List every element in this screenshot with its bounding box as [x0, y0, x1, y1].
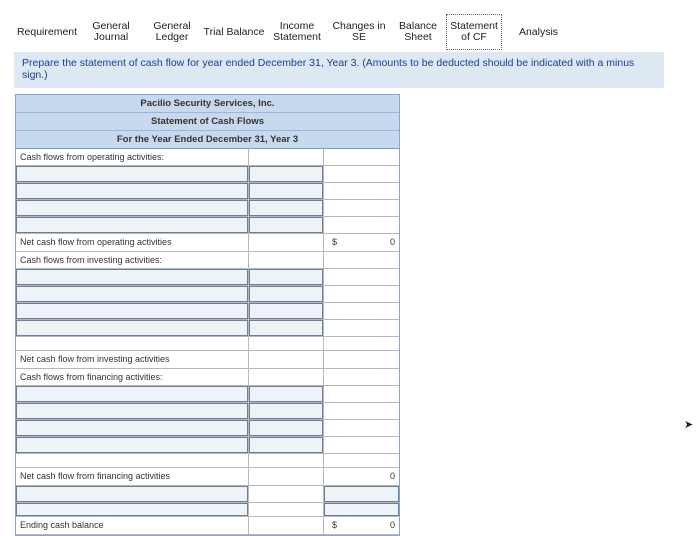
total-cell	[324, 403, 399, 420]
net-financing-label: Net cash flow from financing activities	[16, 468, 249, 486]
tab-label: Journal	[93, 31, 129, 43]
amount-cell	[249, 517, 324, 535]
total-cell	[324, 217, 399, 234]
total-cell	[324, 386, 399, 403]
net-investing-total	[324, 351, 399, 369]
tab-label: Requirement	[16, 25, 78, 38]
tab-label: General	[153, 20, 191, 32]
blank-cell	[16, 454, 249, 468]
tab-label: Trial Balance	[203, 25, 265, 38]
tab-label: Changes in	[332, 20, 386, 32]
tab-general-ledger[interactable]	[142, 14, 202, 50]
operating-section-label: Cash flows from operating activities:	[16, 149, 249, 166]
amount-cell	[249, 486, 324, 503]
summary-total-input[interactable]	[324, 486, 399, 503]
total-cell	[324, 286, 399, 303]
net-operating-label: Net cash flow from operating activities	[16, 234, 249, 252]
tab-analysis[interactable]	[502, 14, 575, 50]
amount-cell	[249, 369, 324, 386]
investing-section-label: Cash flows from investing activities:	[16, 252, 249, 269]
tab-label: Income	[279, 20, 315, 32]
investing-item-input[interactable]	[16, 303, 249, 320]
financing-item-input[interactable]	[16, 437, 249, 454]
arrow-pointer-icon: ➤	[684, 419, 694, 431]
investing-item-input[interactable]	[16, 269, 249, 286]
total-cell	[324, 183, 399, 200]
financing-amount-input[interactable]	[249, 437, 324, 454]
table-row	[16, 149, 399, 166]
total-cell	[324, 252, 399, 269]
tab-bar	[14, 14, 587, 50]
financing-item-input[interactable]	[16, 386, 249, 403]
instruction-banner: Prepare the statement of cash flow for year ended December 31, Year 3. (Amounts to be deducted should be indicated with a minus sign.)	[14, 52, 664, 88]
table-row	[16, 403, 399, 420]
table-row	[16, 303, 399, 320]
tab-label: SE	[351, 31, 366, 43]
statement-period: For the Year Ended December 31, Year 3	[16, 131, 399, 149]
blank-cell	[324, 454, 399, 468]
operating-item-input[interactable]	[16, 166, 249, 183]
ending-cash-total	[324, 517, 399, 535]
operating-amount-input[interactable]	[249, 183, 324, 200]
currency-symbol: $	[332, 520, 338, 530]
table-row	[16, 369, 399, 386]
net-operating-total	[324, 234, 399, 252]
amount-cell	[249, 503, 324, 517]
tab-label: of CF	[461, 31, 487, 43]
summary-item-input[interactable]	[16, 486, 249, 503]
tab-label: Analysis	[518, 25, 559, 38]
tab-label: Statement	[273, 31, 321, 43]
total-cell	[324, 437, 399, 454]
operating-amount-input[interactable]	[249, 166, 324, 183]
tab-balance-sheet[interactable]	[390, 14, 446, 50]
table-row	[16, 252, 399, 269]
table-row	[16, 503, 399, 517]
tab-income-statement[interactable]	[266, 14, 328, 50]
financing-item-input[interactable]	[16, 403, 249, 420]
table-row	[16, 468, 399, 486]
total-cell	[324, 269, 399, 286]
table-row	[16, 386, 399, 403]
investing-amount-input[interactable]	[249, 286, 324, 303]
table-row	[16, 517, 399, 535]
tab-general-journal[interactable]	[80, 14, 142, 50]
investing-item-input[interactable]	[16, 320, 249, 337]
operating-item-input[interactable]	[16, 200, 249, 217]
total-cell	[324, 420, 399, 437]
tab-trial-balance[interactable]	[202, 14, 266, 50]
amount-cell	[249, 234, 324, 252]
financing-section-label: Cash flows from financing activities:	[16, 369, 249, 386]
total-cell	[324, 303, 399, 320]
tab-label: Balance	[399, 20, 437, 32]
amount-cell	[249, 252, 324, 269]
net-operating-value: 0	[389, 237, 395, 247]
financing-item-input[interactable]	[16, 420, 249, 437]
tab-label: General	[92, 20, 130, 32]
financing-amount-input[interactable]	[249, 386, 324, 403]
investing-item-input[interactable]	[16, 286, 249, 303]
summary-item-input[interactable]	[16, 503, 249, 517]
table-row	[16, 486, 399, 503]
total-cell	[324, 149, 399, 166]
total-cell	[324, 200, 399, 217]
tab-statement-of-cf[interactable]	[446, 14, 502, 50]
blank-cell	[249, 454, 324, 468]
ending-cash-label: Ending cash balance	[16, 517, 249, 535]
investing-amount-input[interactable]	[249, 269, 324, 286]
table-row	[16, 183, 399, 200]
tab-changes-in-se[interactable]	[328, 14, 390, 50]
table-row	[16, 320, 399, 337]
operating-item-input[interactable]	[16, 217, 249, 234]
blank-cell	[16, 337, 249, 351]
amount-cell	[249, 149, 324, 166]
table-row	[16, 420, 399, 437]
currency-symbol: $	[332, 237, 338, 247]
amount-cell	[249, 351, 324, 369]
net-investing-label: Net cash flow from investing activities	[16, 351, 249, 369]
table-row	[16, 454, 399, 468]
tab-requirement[interactable]	[14, 14, 80, 50]
table-row	[16, 286, 399, 303]
amount-cell	[249, 468, 324, 486]
blank-cell	[249, 337, 324, 351]
investing-amount-input[interactable]	[249, 303, 324, 320]
total-cell	[324, 369, 399, 386]
operating-amount-input[interactable]	[249, 217, 324, 234]
table-row	[16, 166, 399, 183]
operating-item-input[interactable]	[16, 183, 249, 200]
financing-amount-input[interactable]	[249, 403, 324, 420]
net-financing-value: 0	[324, 468, 399, 486]
table-row	[16, 437, 399, 454]
total-cell	[324, 166, 399, 183]
table-row	[16, 217, 399, 234]
ending-cash-value: 0	[389, 520, 395, 530]
summary-total-input[interactable]	[324, 503, 399, 517]
table-row	[16, 234, 399, 252]
table-row	[16, 200, 399, 217]
table-row	[16, 337, 399, 351]
operating-amount-input[interactable]	[249, 200, 324, 217]
tab-label: Ledger	[155, 31, 189, 43]
company-name: Pacilio Security Services, Inc.	[16, 95, 399, 113]
tab-label: Sheet	[404, 31, 432, 43]
tab-label: Statement	[450, 20, 498, 32]
cash-flow-statement-table	[15, 94, 400, 536]
table-row	[16, 269, 399, 286]
table-row	[16, 351, 399, 369]
financing-amount-input[interactable]	[249, 420, 324, 437]
investing-amount-input[interactable]	[249, 320, 324, 337]
statement-title: Statement of Cash Flows	[16, 113, 399, 131]
blank-cell	[324, 337, 399, 351]
total-cell	[324, 320, 399, 337]
